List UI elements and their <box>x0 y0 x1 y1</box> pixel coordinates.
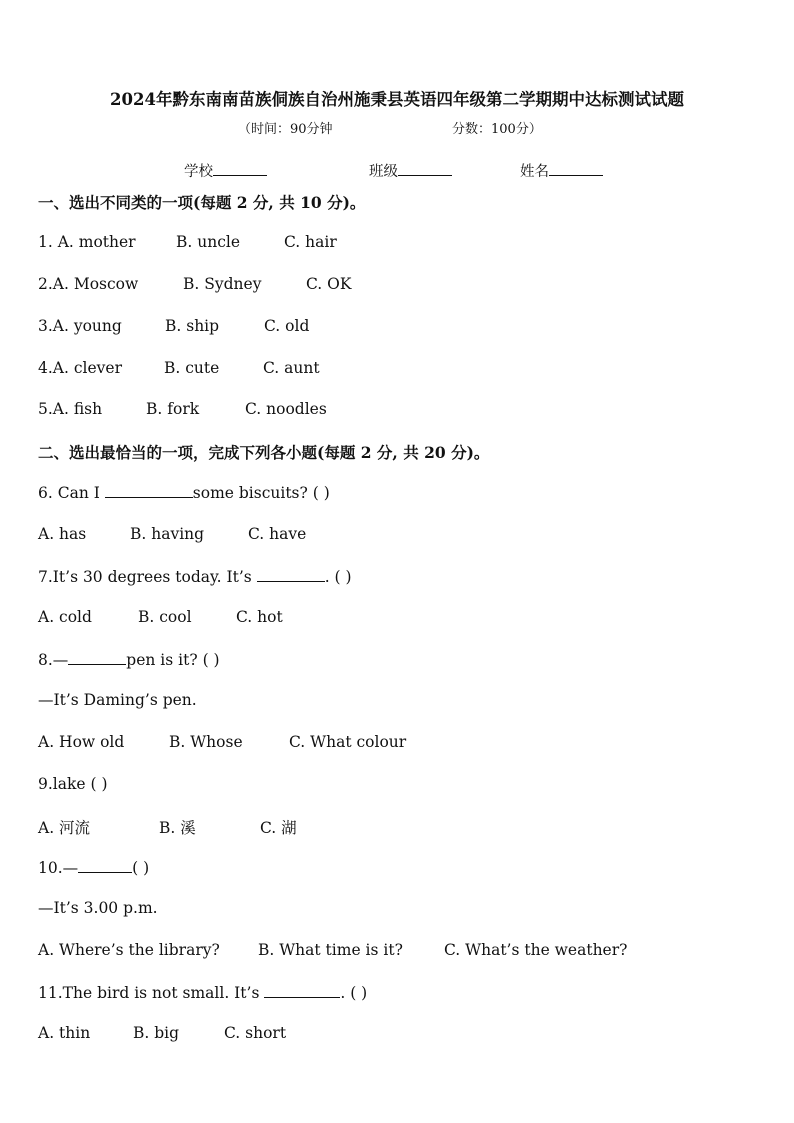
q7-stem-end: . ( ) <box>324 568 352 586</box>
question-8 <box>38 650 220 669</box>
q7-options <box>38 608 283 626</box>
q3-option-a: 3.A. young <box>38 317 122 335</box>
exam-score: 分数：100分） <box>452 122 542 137</box>
school-field <box>184 160 267 181</box>
q2-option-a: 2.A. Moscow <box>38 275 139 293</box>
q6-stem-end: some biscuits? ( ) <box>192 484 330 502</box>
q11-blank <box>264 983 340 998</box>
q8-option-b: B. Whose <box>169 733 243 751</box>
q6-options <box>38 525 307 543</box>
q9-option-b: B. 溪 <box>159 819 196 837</box>
q4-option-b: B. cute <box>164 359 220 377</box>
q11-stem-end: . ( ) <box>340 984 368 1002</box>
q8-option-a: A. How old <box>38 733 125 751</box>
q11-options <box>38 1024 287 1042</box>
q8-reply: —It’s Daming’s pen. <box>38 691 197 709</box>
q10-option-b: B. What time is it? <box>258 941 403 959</box>
q9-options <box>38 816 297 838</box>
name-field <box>520 160 603 181</box>
q10-stem-start: 10.— <box>38 859 79 877</box>
q2-option-b: B. Sydney <box>183 275 262 293</box>
q9-option-a: A. 河流 <box>38 819 91 837</box>
q6-stem-start: 6. Can I <box>38 484 105 502</box>
name-label: 姓名 <box>520 164 549 180</box>
q7-stem-start: 7.It’s 30 degrees today. It’s <box>38 568 257 586</box>
q11-option-b: B. big <box>133 1024 180 1042</box>
question-6 <box>38 483 330 502</box>
q3-option-b: B. ship <box>165 317 220 335</box>
name-blank <box>549 161 603 176</box>
q8-option-c: C. What colour <box>289 733 407 751</box>
q6-option-b: B. having <box>130 525 205 543</box>
q1-option-c: C. hair <box>284 233 337 251</box>
q11-option-c: C. short <box>224 1024 287 1042</box>
q1-option-b: B. uncle <box>176 233 241 251</box>
question-9: 9.lake ( ) <box>38 775 108 793</box>
q4-option-c: C. aunt <box>263 359 320 377</box>
q7-option-b: B. cool <box>138 608 192 626</box>
q7-option-a: A. cold <box>38 608 92 626</box>
q3-option-c: C. old <box>264 317 310 335</box>
q10-reply: —It’s 3.00 p.m. <box>38 899 158 917</box>
class-blank <box>398 161 452 176</box>
q10-option-c: C. What’s the weather? <box>444 941 628 959</box>
q5-option-a: 5.A. fish <box>38 400 103 418</box>
question-2 <box>38 275 352 293</box>
q8-options <box>38 733 407 751</box>
q10-options <box>38 941 628 959</box>
q6-blank <box>105 483 193 498</box>
q10-blank <box>78 858 132 873</box>
question-1 <box>38 233 337 251</box>
class-label: 班级 <box>369 164 398 180</box>
q8-blank <box>68 650 126 665</box>
q8-stem-end: pen is it? ( ) <box>126 651 220 669</box>
q2-option-c: C. OK <box>306 275 352 293</box>
q7-blank <box>257 567 325 582</box>
q7-option-c: C. hot <box>236 608 283 626</box>
q9-option-c: C. 湖 <box>260 819 297 837</box>
question-11 <box>38 983 367 1002</box>
q11-option-a: A. thin <box>38 1024 91 1042</box>
q1-option-a: 1. A. mother <box>38 233 136 251</box>
school-blank <box>213 161 267 176</box>
exam-time: （时间：90分钟 <box>238 122 333 137</box>
section2-heading: 二、选出最恰当的一项，完成下列各小题(每题 2 分, 共 20 分)。 <box>38 443 490 462</box>
question-4 <box>38 359 320 377</box>
q10-stem-end: ( ) <box>132 859 150 877</box>
q5-option-c: C. noodles <box>245 400 327 418</box>
q5-option-b: B. fork <box>146 400 200 418</box>
class-field <box>369 160 452 181</box>
question-7 <box>38 567 352 586</box>
page-title: 2024年黔东南南苗族侗族自治州施秉县英语四年级第二学期期中达标测试试题 <box>110 90 684 109</box>
q6-option-a: A. has <box>38 525 87 543</box>
question-10 <box>38 858 149 877</box>
school-label: 学校 <box>184 164 213 180</box>
q4-option-a: 4.A. clever <box>38 359 122 377</box>
question-5 <box>38 400 327 418</box>
q10-option-a: A. Where’s the library? <box>38 941 220 959</box>
q8-stem-start: 8.— <box>38 651 69 669</box>
q6-option-c: C. have <box>248 525 307 543</box>
q11-stem-start: 11.The bird is not small. It’s <box>38 984 265 1002</box>
section1-heading: 一、选出不同类的一项(每题 2 分, 共 10 分)。 <box>38 193 366 212</box>
question-3 <box>38 317 310 335</box>
